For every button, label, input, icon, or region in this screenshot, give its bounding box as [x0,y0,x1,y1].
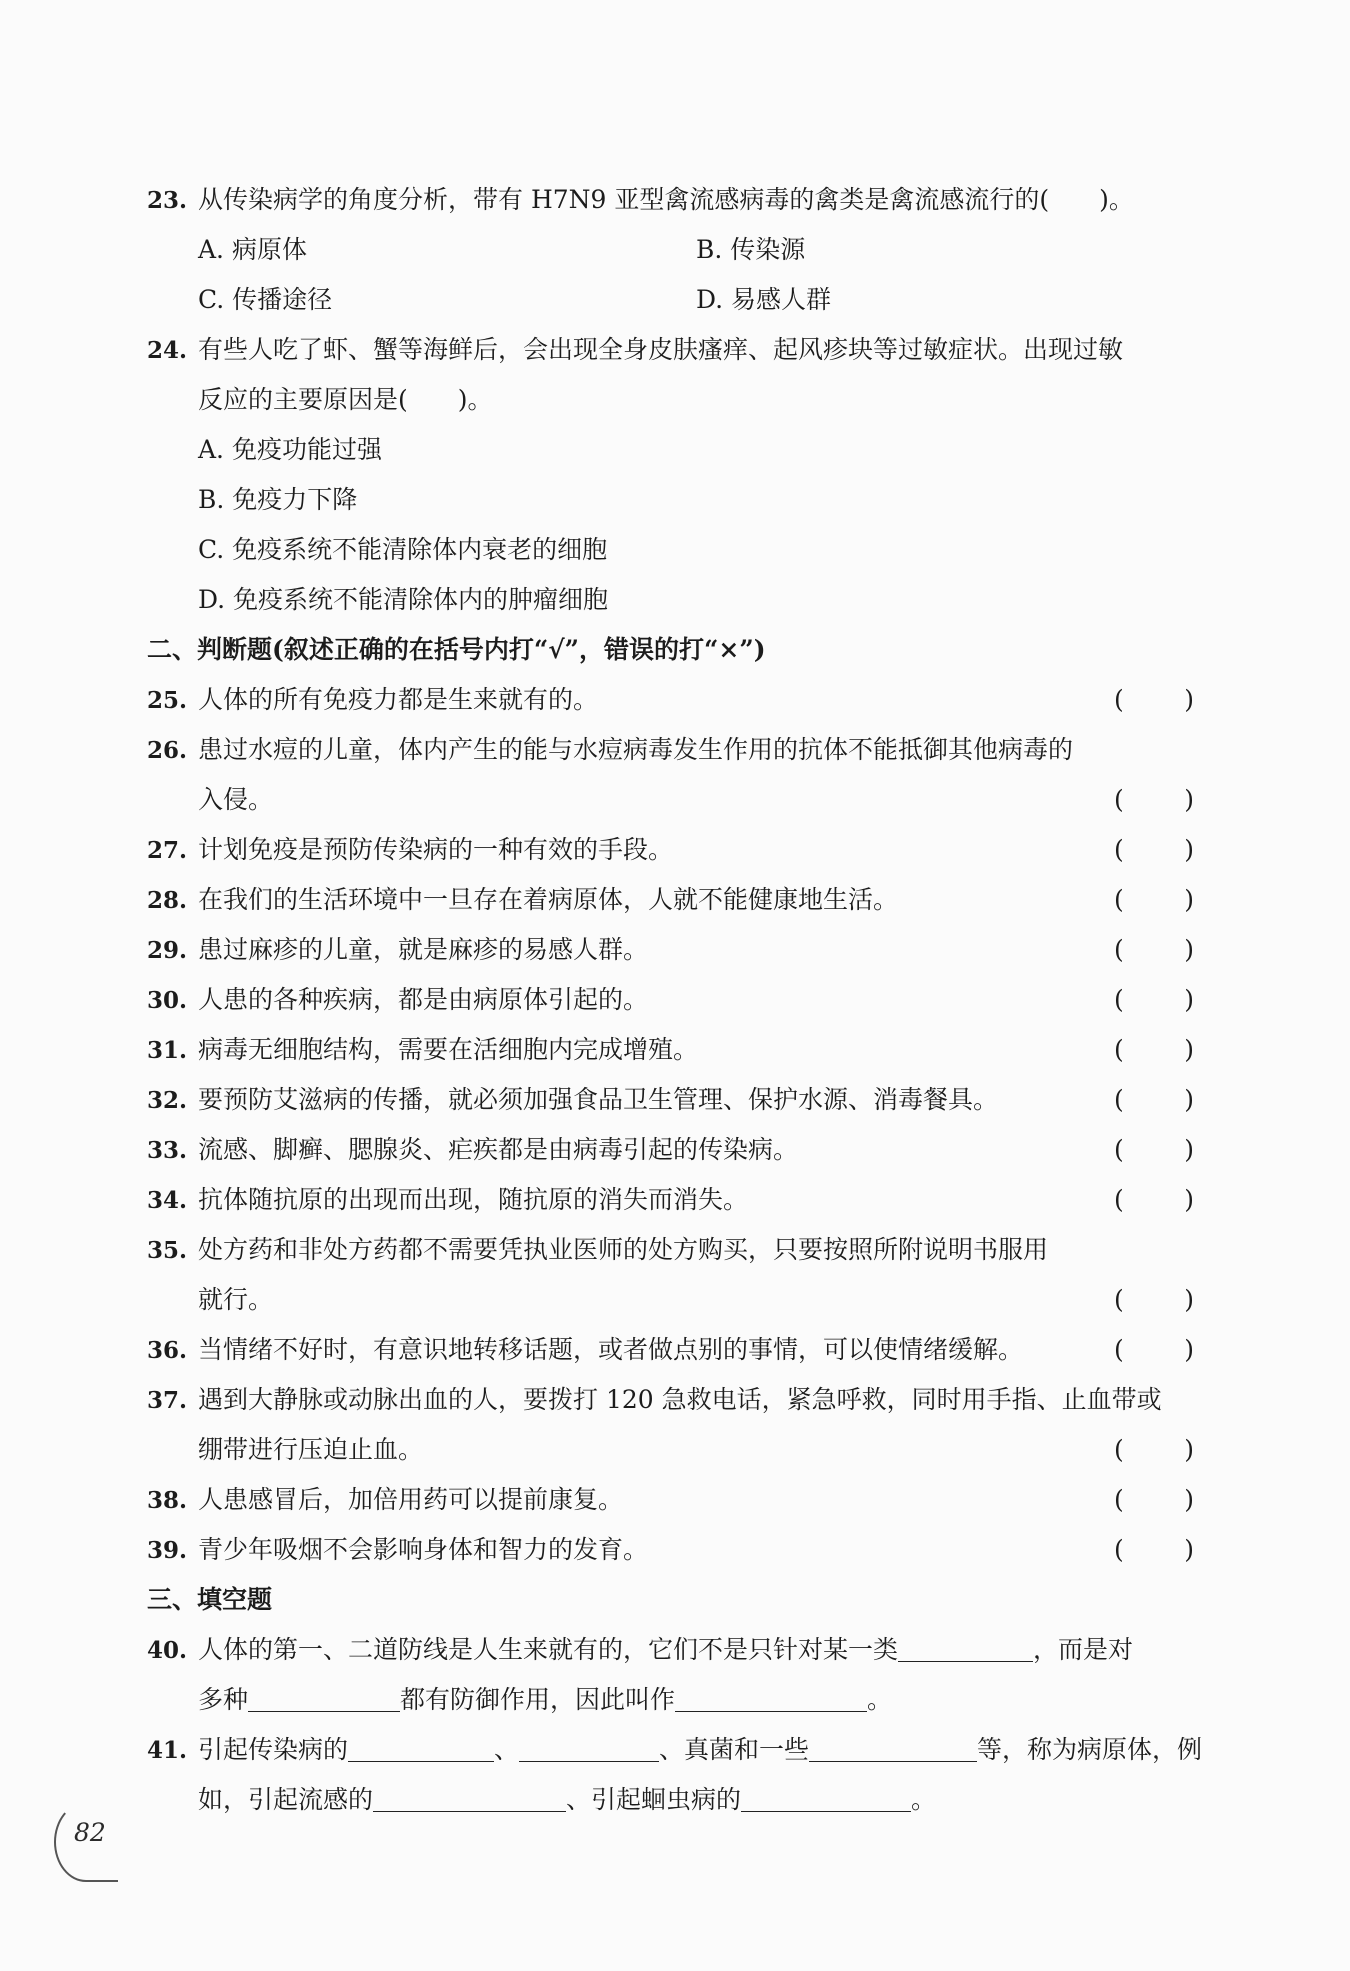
judgement-question [147,1075,1202,1125]
paren-close: ) [1184,935,1194,964]
section-heading-judgement: 二、判断题(叙述正确的在括号内打“√”，错误的打“×”) [147,635,766,664]
answer-parentheses[interactable] [1114,1025,1194,1075]
judgement-question [147,875,1202,925]
page-number-text: 82 [74,1818,106,1847]
question-40 [147,1625,1202,1675]
judgement-questions [147,675,1202,1575]
answer-parentheses[interactable] [1114,975,1194,1025]
option-d: D. 易感人群 [696,285,832,314]
answer-parentheses[interactable] [1114,675,1194,725]
option-d-label: D. 免疫系统不能清除体内的肿瘤细胞 [198,585,609,614]
option-d [147,575,1202,625]
option-c [147,525,1202,575]
paren-close: ) [1184,885,1194,914]
question-stem: 从传染病学的角度分析，带有 H7N9 亚型禽流感病毒的禽类是禽流感流行的( )。 [198,185,1134,214]
paren-close: ) [1184,785,1194,814]
question-text: 处方药和非处方药都不需要凭执业医师的处方购买，只要按照所附说明书服用 [198,1235,1049,1264]
paren-open: ( [1114,1185,1124,1214]
judgement-question-continued [147,1275,1202,1325]
answer-blank[interactable] [248,1681,400,1712]
question-stem-line2: 反应的主要原因是( )。 [198,385,493,414]
question-number: 36. [147,1337,188,1364]
option-a: A. 病原体 [198,235,307,264]
judgement-question [147,1125,1202,1175]
answer-parentheses[interactable] [1114,1525,1194,1575]
paren-close: ) [1184,1335,1194,1364]
question-text: 青少年吸烟不会影响身体和智力的发育。 [198,1535,649,1564]
answer-parentheses[interactable] [1114,825,1194,875]
paren-open: ( [1114,985,1124,1014]
question-text: 遇到大静脉或动脉出血的人，要拨打 120 急救电话，紧急呼救，同时用手指、止血带或 [198,1385,1162,1414]
paren-close: ) [1184,1535,1194,1564]
judgement-question [147,675,1202,725]
answer-blank[interactable] [519,1731,659,1762]
paren-open: ( [1114,885,1124,914]
question-text: 入侵。 [198,785,274,814]
judgement-question [147,1475,1202,1525]
question-text: 就行。 [198,1285,274,1314]
question-number: 28. [147,887,188,914]
paren-open: ( [1114,1135,1124,1164]
question-number: 38. [147,1487,188,1514]
question-text: 当情绪不好时，有意识地转移话题，或者做点别的事情，可以使情绪缓解。 [198,1335,1024,1364]
question-text: ，而是对 [1033,1635,1134,1664]
answer-blank[interactable] [675,1681,867,1712]
question-text: 人患的各种疾病，都是由病原体引起的。 [198,985,649,1014]
option-c: C. 传播途径 [198,285,333,314]
question-text: 在我们的生活环境中一旦存在着病原体，人就不能健康地生活。 [198,885,899,914]
question-number: 35. [147,1237,188,1264]
question-text: 要预防艾滋病的传播，就必须加强食品卫生管理、保护水源、消毒餐具。 [198,1085,999,1114]
judgement-question [147,1025,1202,1075]
question-text: 、真菌和一些 [659,1735,810,1764]
answer-parentheses[interactable] [1114,875,1194,925]
question-number: 26. [147,737,188,764]
paren-open: ( [1114,1435,1124,1464]
answer-parentheses[interactable] [1114,1425,1194,1475]
option-b [147,475,1202,525]
judgement-question [147,825,1202,875]
question-text: 。 [911,1785,937,1814]
question-list [147,175,1202,1825]
question-number: 27. [147,837,188,864]
paren-open: ( [1114,1485,1124,1514]
paren-open: ( [1114,1535,1124,1564]
answer-parentheses[interactable] [1114,1075,1194,1125]
question-text: 都有防御作用，因此叫作 [400,1685,676,1714]
question-41-continued [147,1775,1202,1825]
paren-open: ( [1114,685,1124,714]
page-number [46,1802,126,1882]
judgement-question [147,1525,1202,1575]
question-number: 33. [147,1137,188,1164]
question-text: 等，称为病原体，例 [977,1735,1203,1764]
question-text: 如，引起流感的 [198,1785,374,1814]
paren-close: ) [1184,1035,1194,1064]
question-text: 人体的所有免疫力都是生来就有的。 [198,685,599,714]
paren-open: ( [1114,1285,1124,1314]
question-text: 引起传染病的 [198,1735,349,1764]
question-number: 23. [147,187,188,214]
answer-blank[interactable] [898,1631,1033,1662]
question-text: 患过麻疹的儿童，就是麻疹的易感人群。 [198,935,649,964]
judgement-question-continued [147,1425,1202,1475]
question-40-continued [147,1675,1202,1725]
question-text: 人患感冒后，加倍用药可以提前康复。 [198,1485,624,1514]
judgement-question-continued [147,775,1202,825]
answer-parentheses[interactable] [1114,1175,1194,1225]
question-stem: 有些人吃了虾、蟹等海鲜后，会出现全身皮肤瘙痒、起风疹块等过敏症状。出现过敏 [198,335,1124,364]
paren-close: ) [1184,1085,1194,1114]
paren-open: ( [1114,785,1124,814]
answer-parentheses[interactable] [1114,775,1194,825]
question-text: 多种 [198,1685,249,1714]
question-text: 绷带进行压迫止血。 [198,1435,424,1464]
answer-blank[interactable] [741,1781,911,1812]
option-a [147,425,1202,475]
answer-parentheses[interactable] [1114,1475,1194,1525]
option-c-label: C. 免疫系统不能清除体内衰老的细胞 [198,535,608,564]
question-text: 、 [494,1735,520,1764]
options-row [147,275,1202,325]
question-41 [147,1725,1202,1775]
question-text: 、引起蛔虫病的 [566,1785,742,1814]
option-b: B. 传染源 [696,235,806,264]
judgement-question [147,725,1202,775]
paren-open: ( [1114,1335,1124,1364]
answer-blank[interactable] [373,1781,566,1812]
question-24 [147,325,1202,375]
question-text: 患过水痘的儿童，体内产生的能与水痘病毒发生作用的抗体不能抵御其他病毒的 [198,735,1074,764]
paren-close: ) [1184,1435,1194,1464]
question-number: 32. [147,1087,188,1114]
question-text: 计划免疫是预防传染病的一种有效的手段。 [198,835,674,864]
judgement-question [147,1325,1202,1375]
question-number: 24. [147,337,188,364]
question-number: 30. [147,987,188,1014]
answer-parentheses[interactable] [1114,1325,1194,1375]
question-text: 病毒无细胞结构，需要在活细胞内完成增殖。 [198,1035,699,1064]
answer-blank[interactable] [348,1731,494,1762]
paren-close: ) [1184,985,1194,1014]
question-number: 29. [147,937,188,964]
question-text: 流感、脚癣、腮腺炎、疟疾都是由病毒引起的传染病。 [198,1135,799,1164]
question-23 [147,175,1202,225]
section-heading-fill-blank: 三、填空题 [147,1585,273,1614]
answer-parentheses[interactable] [1114,1125,1194,1175]
option-b-label: B. 免疫力下降 [198,485,358,514]
question-number: 41. [147,1737,188,1764]
judgement-question [147,1375,1202,1425]
paren-close: ) [1184,835,1194,864]
question-number: 37. [147,1387,188,1414]
paren-open: ( [1114,835,1124,864]
question-text: 人体的第一、二道防线是人生来就有的，它们不是只针对某一类 [198,1635,899,1664]
question-text: 抗体随抗原的出现而出现，随抗原的消失而消失。 [198,1185,749,1214]
paren-close: ) [1184,1135,1194,1164]
option-a-label: A. 免疫功能过强 [198,435,382,464]
paren-open: ( [1114,1085,1124,1114]
options-row [147,225,1202,275]
paren-close: ) [1184,685,1194,714]
question-text: 。 [867,1685,893,1714]
paren-open: ( [1114,1035,1124,1064]
judgement-question [147,1175,1202,1225]
paren-close: ) [1184,1285,1194,1314]
judgement-question [147,1225,1202,1275]
question-number: 34. [147,1187,188,1214]
question-number: 31. [147,1037,188,1064]
judgement-question [147,925,1202,975]
question-number: 39. [147,1537,188,1564]
answer-parentheses[interactable] [1114,1275,1194,1325]
question-number: 25. [147,687,188,714]
question-stem-continued [147,375,1202,425]
paren-close: ) [1184,1185,1194,1214]
paren-open: ( [1114,935,1124,964]
answer-blank[interactable] [809,1731,977,1762]
question-number: 40. [147,1637,188,1664]
judgement-question [147,975,1202,1025]
paren-close: ) [1184,1485,1194,1514]
answer-parentheses[interactable] [1114,925,1194,975]
